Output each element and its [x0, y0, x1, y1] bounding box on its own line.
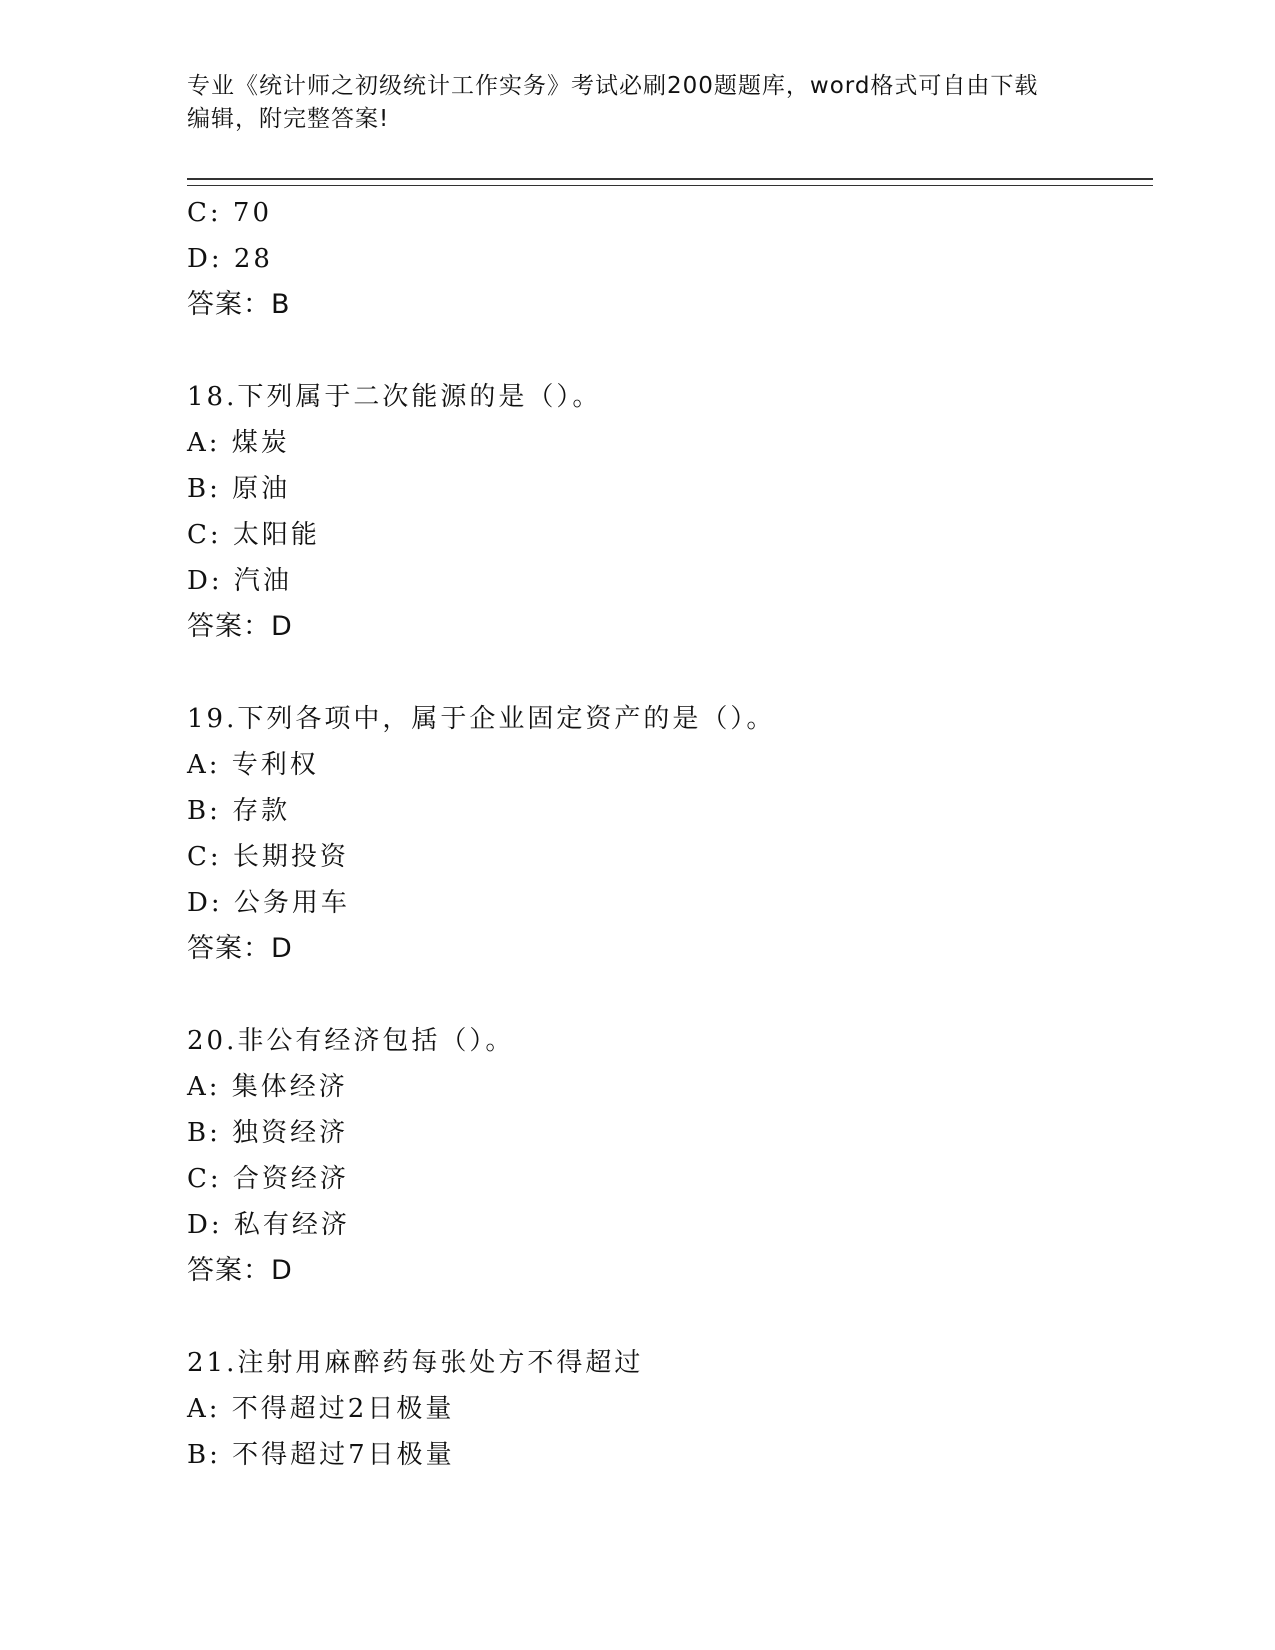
- answer: 答案：B: [187, 289, 291, 320]
- question-text: 19.下列各项中，属于企业固定资产的是（）。: [187, 704, 776, 734]
- question-text: 20.非公有经济包括（）。: [187, 1026, 515, 1056]
- option-c: C: 70: [187, 198, 273, 228]
- option-c: C: 太阳能: [187, 520, 320, 550]
- spacer: [187, 328, 1153, 374]
- option-d: D: 公务用车: [187, 888, 350, 918]
- question-text: 18.下列属于二次能源的是（）。: [187, 382, 602, 412]
- option-b: B: 存款: [187, 796, 291, 826]
- question-19: [187, 696, 1153, 972]
- question-17: [187, 190, 1153, 328]
- header-divider: [187, 178, 1153, 186]
- answer: 答案：D: [187, 611, 293, 642]
- option-d: D: 私有经济: [187, 1210, 350, 1240]
- option-d: D: 28: [187, 244, 273, 274]
- answer: 答案：D: [187, 933, 293, 964]
- option-b: B: 不得超过7日极量: [187, 1440, 455, 1470]
- option-a: A: 专利权: [187, 750, 319, 780]
- spacer: [187, 972, 1153, 1018]
- question-list: [187, 190, 1153, 1478]
- header-title-line-1: 专业《统计师之初级统计工作实务》考试必刷200题题库，word格式可自由下载: [187, 73, 1039, 99]
- question-20: [187, 1018, 1153, 1294]
- answer: 答案：D: [187, 1255, 293, 1286]
- document-header: [187, 70, 1087, 136]
- option-c: C: 长期投资: [187, 842, 349, 872]
- option-a: A: 煤炭: [187, 428, 290, 458]
- option-c: C: 合资经济: [187, 1164, 349, 1194]
- header-title-line-2: 编辑，附完整答案!: [187, 106, 390, 132]
- spacer: [187, 650, 1153, 696]
- spacer: [187, 1294, 1153, 1340]
- option-d: D: 汽油: [187, 566, 292, 596]
- option-b: B: 独资经济: [187, 1118, 349, 1148]
- question-text: 21.注射用麻醉药每张处方不得超过: [187, 1348, 644, 1378]
- question-18: [187, 374, 1153, 650]
- option-b: B: 原油: [187, 474, 291, 504]
- option-a: A: 集体经济: [187, 1072, 348, 1102]
- question-21: [187, 1340, 1153, 1478]
- option-a: A: 不得超过2日极量: [187, 1394, 455, 1424]
